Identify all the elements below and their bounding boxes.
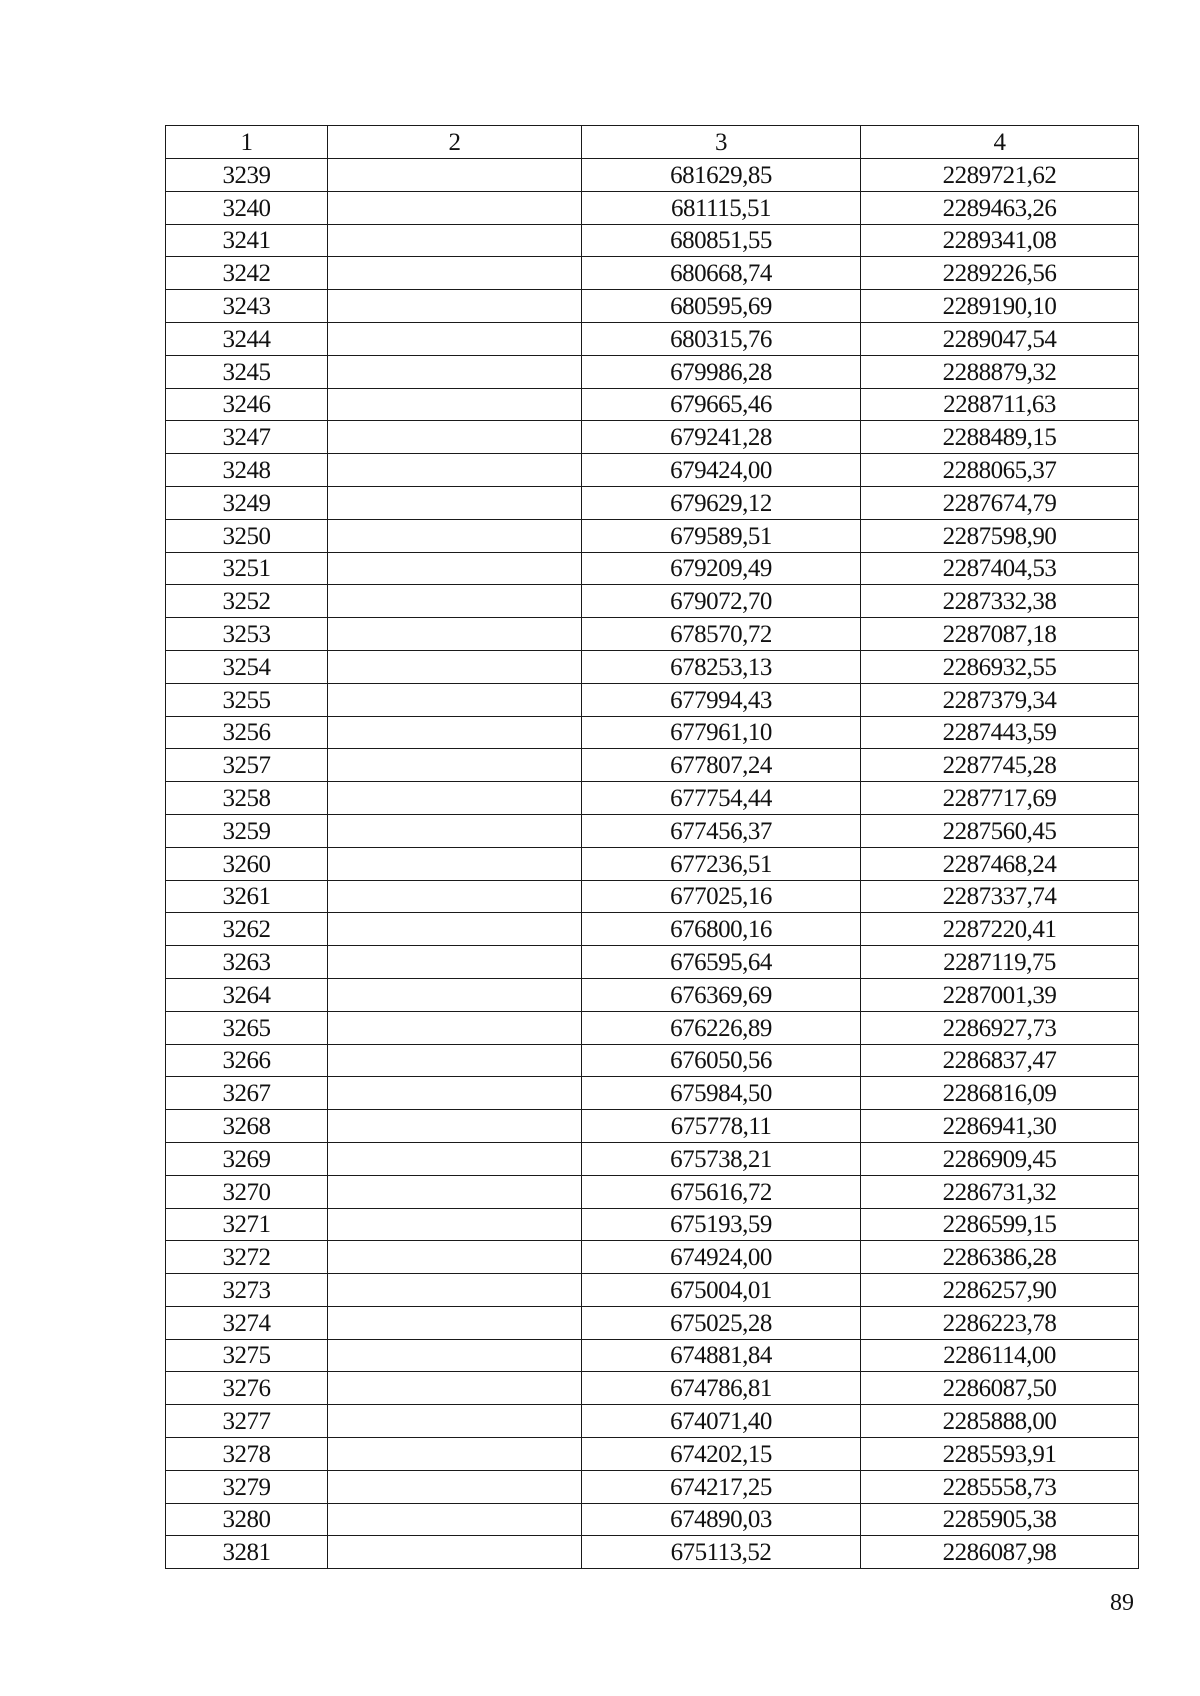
description-cell xyxy=(328,749,582,782)
y-coordinate-cell: 2286386,28 xyxy=(861,1241,1139,1274)
y-coordinate-cell: 2286816,09 xyxy=(861,1077,1139,1110)
x-coordinate-cell: 679589,51 xyxy=(582,519,861,552)
description-cell xyxy=(328,1438,582,1471)
x-coordinate-cell: 676800,16 xyxy=(582,913,861,946)
description-cell xyxy=(328,1175,582,1208)
point-number-cell: 3278 xyxy=(166,1438,328,1471)
x-coordinate-cell: 677236,51 xyxy=(582,847,861,880)
description-cell xyxy=(328,224,582,257)
point-number-cell: 3258 xyxy=(166,782,328,815)
table-row xyxy=(166,257,1139,290)
description-cell xyxy=(328,683,582,716)
table-row xyxy=(166,1175,1139,1208)
description-cell xyxy=(328,1274,582,1307)
y-coordinate-cell: 2286087,50 xyxy=(861,1372,1139,1405)
description-cell xyxy=(328,1405,582,1438)
table-row xyxy=(166,1142,1139,1175)
y-coordinate-cell: 2289463,26 xyxy=(861,191,1139,224)
y-coordinate-cell: 2287379,34 xyxy=(861,683,1139,716)
y-coordinate-cell: 2287674,79 xyxy=(861,486,1139,519)
y-coordinate-cell: 2286932,55 xyxy=(861,650,1139,683)
point-number-cell: 3259 xyxy=(166,814,328,847)
table-row xyxy=(166,1339,1139,1372)
y-coordinate-cell: 2286731,32 xyxy=(861,1175,1139,1208)
description-cell xyxy=(328,1044,582,1077)
x-coordinate-cell: 675738,21 xyxy=(582,1142,861,1175)
table-row xyxy=(166,650,1139,683)
table-row xyxy=(166,454,1139,487)
table-row xyxy=(166,913,1139,946)
x-coordinate-cell: 679629,12 xyxy=(582,486,861,519)
point-number-cell: 3275 xyxy=(166,1339,328,1372)
description-cell xyxy=(328,1110,582,1143)
x-coordinate-cell: 677807,24 xyxy=(582,749,861,782)
point-number-cell: 3255 xyxy=(166,683,328,716)
x-coordinate-cell: 677994,43 xyxy=(582,683,861,716)
y-coordinate-cell: 2287119,75 xyxy=(861,946,1139,979)
point-number-cell: 3256 xyxy=(166,716,328,749)
table-row xyxy=(166,618,1139,651)
y-coordinate-cell: 2287332,38 xyxy=(861,585,1139,618)
description-cell xyxy=(328,519,582,552)
point-number-cell: 3243 xyxy=(166,290,328,323)
point-number-cell: 3240 xyxy=(166,191,328,224)
y-coordinate-cell: 2287001,39 xyxy=(861,978,1139,1011)
table-row xyxy=(166,978,1139,1011)
point-number-cell: 3273 xyxy=(166,1274,328,1307)
y-coordinate-cell: 2286223,78 xyxy=(861,1306,1139,1339)
point-number-cell: 3262 xyxy=(166,913,328,946)
description-cell xyxy=(328,191,582,224)
description-cell xyxy=(328,913,582,946)
x-coordinate-cell: 674881,84 xyxy=(582,1339,861,1372)
x-coordinate-cell: 677456,37 xyxy=(582,814,861,847)
table-row xyxy=(166,486,1139,519)
point-number-cell: 3248 xyxy=(166,454,328,487)
table-row xyxy=(166,946,1139,979)
description-cell xyxy=(328,585,582,618)
table-row xyxy=(166,1241,1139,1274)
x-coordinate-cell: 674786,81 xyxy=(582,1372,861,1405)
point-number-cell: 3270 xyxy=(166,1175,328,1208)
point-number-cell: 3247 xyxy=(166,421,328,454)
table-row xyxy=(166,355,1139,388)
description-cell xyxy=(328,1339,582,1372)
table-row xyxy=(166,814,1139,847)
description-cell xyxy=(328,1142,582,1175)
description-cell xyxy=(328,1241,582,1274)
x-coordinate-cell: 676050,56 xyxy=(582,1044,861,1077)
y-coordinate-cell: 2285558,73 xyxy=(861,1470,1139,1503)
point-number-cell: 3242 xyxy=(166,257,328,290)
y-coordinate-cell: 2287404,53 xyxy=(861,552,1139,585)
point-number-cell: 3239 xyxy=(166,159,328,192)
y-coordinate-cell: 2287717,69 xyxy=(861,782,1139,815)
point-number-cell: 3244 xyxy=(166,322,328,355)
x-coordinate-cell: 676369,69 xyxy=(582,978,861,1011)
x-coordinate-cell: 675778,11 xyxy=(582,1110,861,1143)
table-row xyxy=(166,1438,1139,1471)
x-coordinate-cell: 679241,28 xyxy=(582,421,861,454)
point-number-cell: 3245 xyxy=(166,355,328,388)
x-coordinate-cell: 679665,46 xyxy=(582,388,861,421)
y-coordinate-cell: 2285888,00 xyxy=(861,1405,1139,1438)
coordinates-table xyxy=(165,125,1139,1569)
x-coordinate-cell: 674071,40 xyxy=(582,1405,861,1438)
y-coordinate-cell: 2287337,74 xyxy=(861,880,1139,913)
table-row xyxy=(166,1470,1139,1503)
x-coordinate-cell: 678570,72 xyxy=(582,618,861,651)
description-cell xyxy=(328,388,582,421)
table-row xyxy=(166,585,1139,618)
table-row xyxy=(166,1372,1139,1405)
column-header-2: 2 xyxy=(328,126,582,159)
column-header-3: 3 xyxy=(582,126,861,159)
x-coordinate-cell: 675984,50 xyxy=(582,1077,861,1110)
x-coordinate-cell: 674202,15 xyxy=(582,1438,861,1471)
y-coordinate-cell: 2287468,24 xyxy=(861,847,1139,880)
y-coordinate-cell: 2286941,30 xyxy=(861,1110,1139,1143)
description-cell xyxy=(328,650,582,683)
point-number-cell: 3268 xyxy=(166,1110,328,1143)
table-row xyxy=(166,421,1139,454)
table-row xyxy=(166,1503,1139,1536)
x-coordinate-cell: 674890,03 xyxy=(582,1503,861,1536)
description-cell xyxy=(328,978,582,1011)
table-row xyxy=(166,1274,1139,1307)
y-coordinate-cell: 2287560,45 xyxy=(861,814,1139,847)
point-number-cell: 3254 xyxy=(166,650,328,683)
point-number-cell: 3264 xyxy=(166,978,328,1011)
description-cell xyxy=(328,618,582,651)
y-coordinate-cell: 2286599,15 xyxy=(861,1208,1139,1241)
column-header-1: 1 xyxy=(166,126,328,159)
y-coordinate-cell: 2286257,90 xyxy=(861,1274,1139,1307)
x-coordinate-cell: 674924,00 xyxy=(582,1241,861,1274)
description-cell xyxy=(328,782,582,815)
x-coordinate-cell: 679986,28 xyxy=(582,355,861,388)
table-row xyxy=(166,1011,1139,1044)
point-number-cell: 3246 xyxy=(166,388,328,421)
point-number-cell: 3250 xyxy=(166,519,328,552)
x-coordinate-cell: 679072,70 xyxy=(582,585,861,618)
x-coordinate-cell: 677961,10 xyxy=(582,716,861,749)
y-coordinate-cell: 2286927,73 xyxy=(861,1011,1139,1044)
point-number-cell: 3272 xyxy=(166,1241,328,1274)
y-coordinate-cell: 2286114,00 xyxy=(861,1339,1139,1372)
table-row xyxy=(166,1077,1139,1110)
table-row xyxy=(166,847,1139,880)
x-coordinate-cell: 679424,00 xyxy=(582,454,861,487)
description-cell xyxy=(328,814,582,847)
table-row xyxy=(166,1536,1139,1569)
description-cell xyxy=(328,290,582,323)
description-cell xyxy=(328,1306,582,1339)
table-row xyxy=(166,880,1139,913)
point-number-cell: 3249 xyxy=(166,486,328,519)
y-coordinate-cell: 2289190,10 xyxy=(861,290,1139,323)
description-cell xyxy=(328,1536,582,1569)
y-coordinate-cell: 2285905,38 xyxy=(861,1503,1139,1536)
description-cell xyxy=(328,946,582,979)
column-header-4: 4 xyxy=(861,126,1139,159)
table-row xyxy=(166,290,1139,323)
description-cell xyxy=(328,421,582,454)
x-coordinate-cell: 676226,89 xyxy=(582,1011,861,1044)
point-number-cell: 3281 xyxy=(166,1536,328,1569)
y-coordinate-cell: 2288065,37 xyxy=(861,454,1139,487)
point-number-cell: 3274 xyxy=(166,1306,328,1339)
x-coordinate-cell: 677754,44 xyxy=(582,782,861,815)
y-coordinate-cell: 2287745,28 xyxy=(861,749,1139,782)
table-row xyxy=(166,519,1139,552)
point-number-cell: 3279 xyxy=(166,1470,328,1503)
y-coordinate-cell: 2288879,32 xyxy=(861,355,1139,388)
table-row xyxy=(166,322,1139,355)
description-cell xyxy=(328,552,582,585)
description-cell xyxy=(328,159,582,192)
description-cell xyxy=(328,880,582,913)
y-coordinate-cell: 2289047,54 xyxy=(861,322,1139,355)
point-number-cell: 3280 xyxy=(166,1503,328,1536)
table-row xyxy=(166,1110,1139,1143)
y-coordinate-cell: 2287087,18 xyxy=(861,618,1139,651)
x-coordinate-cell: 675616,72 xyxy=(582,1175,861,1208)
description-cell xyxy=(328,1503,582,1536)
y-coordinate-cell: 2286087,98 xyxy=(861,1536,1139,1569)
point-number-cell: 3267 xyxy=(166,1077,328,1110)
page-number: 89 xyxy=(1110,1590,1134,1616)
description-cell xyxy=(328,322,582,355)
description-cell xyxy=(328,257,582,290)
description-cell xyxy=(328,355,582,388)
x-coordinate-cell: 680315,76 xyxy=(582,322,861,355)
y-coordinate-cell: 2289341,08 xyxy=(861,224,1139,257)
point-number-cell: 3269 xyxy=(166,1142,328,1175)
description-cell xyxy=(328,716,582,749)
y-coordinate-cell: 2287220,41 xyxy=(861,913,1139,946)
description-cell xyxy=(328,847,582,880)
table-row xyxy=(166,388,1139,421)
point-number-cell: 3251 xyxy=(166,552,328,585)
description-cell xyxy=(328,1011,582,1044)
y-coordinate-cell: 2288711,63 xyxy=(861,388,1139,421)
x-coordinate-cell: 677025,16 xyxy=(582,880,861,913)
x-coordinate-cell: 675004,01 xyxy=(582,1274,861,1307)
table-body xyxy=(166,159,1139,1569)
y-coordinate-cell: 2287598,90 xyxy=(861,519,1139,552)
x-coordinate-cell: 676595,64 xyxy=(582,946,861,979)
point-number-cell: 3271 xyxy=(166,1208,328,1241)
description-cell xyxy=(328,1372,582,1405)
x-coordinate-cell: 681629,85 xyxy=(582,159,861,192)
point-number-cell: 3257 xyxy=(166,749,328,782)
y-coordinate-cell: 2286837,47 xyxy=(861,1044,1139,1077)
description-cell xyxy=(328,454,582,487)
x-coordinate-cell: 680851,55 xyxy=(582,224,861,257)
table-header-row xyxy=(166,126,1139,159)
table-row xyxy=(166,749,1139,782)
point-number-cell: 3276 xyxy=(166,1372,328,1405)
table-row xyxy=(166,1208,1139,1241)
x-coordinate-cell: 675025,28 xyxy=(582,1306,861,1339)
description-cell xyxy=(328,1077,582,1110)
description-cell xyxy=(328,1470,582,1503)
x-coordinate-cell: 678253,13 xyxy=(582,650,861,683)
table-row xyxy=(166,159,1139,192)
table-row xyxy=(166,1306,1139,1339)
x-coordinate-cell: 675193,59 xyxy=(582,1208,861,1241)
x-coordinate-cell: 674217,25 xyxy=(582,1470,861,1503)
table-row xyxy=(166,716,1139,749)
table-row xyxy=(166,224,1139,257)
point-number-cell: 3266 xyxy=(166,1044,328,1077)
description-cell xyxy=(328,1208,582,1241)
table-row xyxy=(166,1405,1139,1438)
point-number-cell: 3265 xyxy=(166,1011,328,1044)
x-coordinate-cell: 679209,49 xyxy=(582,552,861,585)
y-coordinate-cell: 2286909,45 xyxy=(861,1142,1139,1175)
point-number-cell: 3253 xyxy=(166,618,328,651)
table-row xyxy=(166,191,1139,224)
y-coordinate-cell: 2289721,62 xyxy=(861,159,1139,192)
x-coordinate-cell: 680595,69 xyxy=(582,290,861,323)
point-number-cell: 3261 xyxy=(166,880,328,913)
point-number-cell: 3277 xyxy=(166,1405,328,1438)
table-row xyxy=(166,683,1139,716)
y-coordinate-cell: 2285593,91 xyxy=(861,1438,1139,1471)
x-coordinate-cell: 675113,52 xyxy=(582,1536,861,1569)
y-coordinate-cell: 2287443,59 xyxy=(861,716,1139,749)
table-row xyxy=(166,1044,1139,1077)
y-coordinate-cell: 2288489,15 xyxy=(861,421,1139,454)
y-coordinate-cell: 2289226,56 xyxy=(861,257,1139,290)
x-coordinate-cell: 681115,51 xyxy=(582,191,861,224)
point-number-cell: 3241 xyxy=(166,224,328,257)
point-number-cell: 3263 xyxy=(166,946,328,979)
description-cell xyxy=(328,486,582,519)
x-coordinate-cell: 680668,74 xyxy=(582,257,861,290)
point-number-cell: 3252 xyxy=(166,585,328,618)
table-row xyxy=(166,782,1139,815)
point-number-cell: 3260 xyxy=(166,847,328,880)
table-row xyxy=(166,552,1139,585)
